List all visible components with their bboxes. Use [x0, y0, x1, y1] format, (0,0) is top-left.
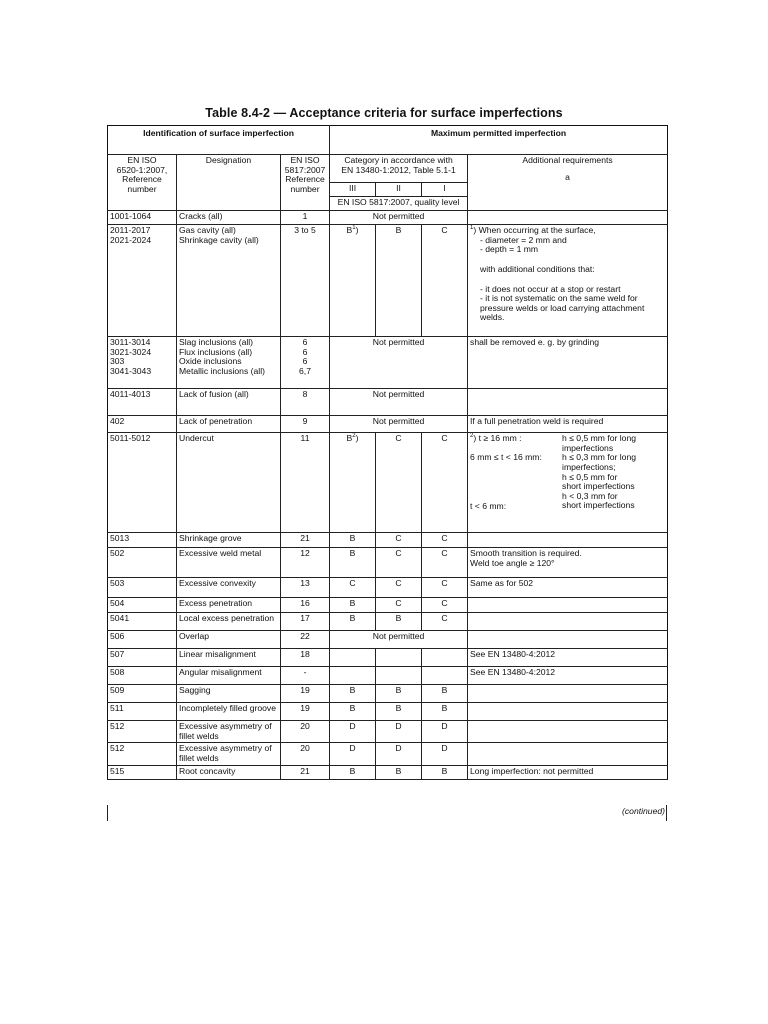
table-cell: shall be removed e. g. by grinding — [468, 337, 668, 389]
table-cell: 512 — [108, 743, 177, 765]
table-cell: Local excess penetration — [177, 613, 281, 631]
table-cell: Not permitted — [330, 416, 468, 433]
table-cell: 22 — [281, 631, 330, 649]
table-cell — [468, 743, 668, 765]
table-cell: See EN 13480-4:2012 — [468, 667, 668, 685]
table-cell: Excessive convexity — [177, 578, 281, 598]
table-cell: $^1$) When occurring at the surface, - diameter = 2 mm and - depth = 1 mm with additional conditions that: - it does not occur at a stop or restart - it is not systematic on the same weld for pressure welds or load carrying attachment welds. — [468, 225, 668, 337]
table-cell: Smooth transition is required. Weld toe angle ≥ 120° — [468, 548, 668, 578]
additional-header: Additional requirements a — [468, 155, 668, 211]
table-cell: C — [376, 533, 422, 548]
table-header-row — [108, 126, 668, 155]
table-cell: 503 — [108, 578, 177, 598]
page-title: Table 8.4-2 — Acceptance criteria for surface imperfections — [205, 106, 563, 120]
table-cell: B — [330, 533, 376, 548]
table-cell: C — [422, 533, 468, 548]
table-cell: Root concavity — [177, 765, 281, 779]
table-cell: 8 — [281, 389, 330, 416]
table-cell: C — [422, 225, 468, 337]
cat-iii-header: III — [330, 183, 376, 197]
table-cell: B — [330, 703, 376, 721]
table-cell: 2011-2017 2021-2024 — [108, 225, 177, 337]
table-cell: 515 — [108, 765, 177, 779]
table-cell: 1001-1064 — [108, 211, 177, 225]
table-cell — [468, 703, 668, 721]
table-row — [108, 389, 668, 416]
table-cell: C — [376, 598, 422, 613]
table-cell — [422, 649, 468, 667]
acceptance-criteria-table — [107, 125, 668, 780]
table-cell: Lack of fusion (all) — [177, 389, 281, 416]
table-cell: Not permitted — [330, 211, 468, 225]
table-cell: 16 — [281, 598, 330, 613]
table-cell — [376, 649, 422, 667]
table-cell: 12 — [281, 548, 330, 578]
category-header: Category in accordance with EN 13480-1:2012, Table 5.1-1 — [330, 155, 468, 183]
table-row — [108, 703, 668, 721]
table-row — [108, 433, 668, 533]
table-cell: 6 6 6 6,7 — [281, 337, 330, 389]
table-cell: Angular misalignment — [177, 667, 281, 685]
table-cell: D — [376, 743, 422, 765]
table-cell: Incompletely filled groove — [177, 703, 281, 721]
table-cell: 21 — [281, 533, 330, 548]
table-cell: C — [422, 578, 468, 598]
table-left-edge — [107, 805, 108, 821]
table-cell: C — [376, 433, 422, 533]
cat-i-header: I — [422, 183, 468, 197]
table-row — [108, 225, 668, 337]
table-cell: C — [330, 578, 376, 598]
table-cell: Excessive asymmetry of fillet welds — [177, 721, 281, 743]
table-cell: 402 — [108, 416, 177, 433]
table-cell: - — [281, 667, 330, 685]
table-cell: D — [422, 721, 468, 743]
table-cell: B — [376, 613, 422, 631]
ref-5817-header: EN ISO 5817:2007 Reference number — [281, 155, 330, 211]
table-cell: D — [376, 721, 422, 743]
table-cell: Undercut — [177, 433, 281, 533]
table-cell — [468, 598, 668, 613]
table-row — [108, 649, 668, 667]
table-cell: 1 — [281, 211, 330, 225]
table-cell: B — [422, 685, 468, 703]
maximum-header: Maximum permitted imperfection — [330, 126, 668, 155]
table-cell: 3011-3014 3021-3024 303 3041-3043 — [108, 337, 177, 389]
continued-label: (continued) — [622, 806, 665, 816]
table-cell — [468, 721, 668, 743]
table-cell: 509 — [108, 685, 177, 703]
table-cell: 507 — [108, 649, 177, 667]
table-cell: Not permitted — [330, 631, 468, 649]
table-cell: B — [330, 685, 376, 703]
table-cell: 502 — [108, 548, 177, 578]
table-cell: Overlap — [177, 631, 281, 649]
quality-level-header: EN ISO 5817:2007, quality level — [330, 197, 468, 211]
table-cell: Excess penetration — [177, 598, 281, 613]
table-row — [108, 578, 668, 598]
table-cell: 5041 — [108, 613, 177, 631]
table-cell: Gas cavity (all) Shrinkage cavity (all) — [177, 225, 281, 337]
table-cell: 11 — [281, 433, 330, 533]
table-cell: Shrinkage grove — [177, 533, 281, 548]
table-row — [108, 721, 668, 743]
table-row — [108, 613, 668, 631]
table-cell — [376, 667, 422, 685]
table-cell — [330, 649, 376, 667]
table-cell: Long imperfection: not permitted — [468, 765, 668, 779]
table-cell: 508 — [108, 667, 177, 685]
table-cell — [468, 631, 668, 649]
table-cell: 506 — [108, 631, 177, 649]
table-cell: Same as for 502 — [468, 578, 668, 598]
table-cell: 20 — [281, 743, 330, 765]
table-cell: C — [422, 548, 468, 578]
table-row — [108, 598, 668, 613]
table-cell: Excessive asymmetry of fillet welds — [177, 743, 281, 765]
table-cell: Not permitted — [330, 389, 468, 416]
table-row — [108, 533, 668, 548]
table-cell: C — [422, 613, 468, 631]
table-cell: If a full penetration weld is required — [468, 416, 668, 433]
table-cell: 512 — [108, 721, 177, 743]
table-cell: 19 — [281, 703, 330, 721]
table-row — [108, 765, 668, 779]
table-cell: Excessive weld metal — [177, 548, 281, 578]
identification-header: Identification of surface imperfection — [108, 126, 330, 155]
table-cell — [468, 533, 668, 548]
subheader-row — [108, 155, 668, 183]
table-cell: 4011-4013 — [108, 389, 177, 416]
table-cell: 5011-5012 — [108, 433, 177, 533]
table-cell: Cracks (all) — [177, 211, 281, 225]
table-row — [108, 685, 668, 703]
table-cell — [468, 389, 668, 416]
table-cell: 19 — [281, 685, 330, 703]
table-cell — [468, 613, 668, 631]
table-cell: C — [422, 598, 468, 613]
table-cell: 3 to 5 — [281, 225, 330, 337]
table-cell: $B^2$) — [330, 433, 376, 533]
table-cell: B — [376, 685, 422, 703]
table-cell: Not permitted — [330, 337, 468, 389]
table-cell: 18 — [281, 649, 330, 667]
table-cell: B — [376, 703, 422, 721]
table-cell: 9 — [281, 416, 330, 433]
table-cell — [422, 667, 468, 685]
table-cell: D — [330, 721, 376, 743]
table-cell: 504 — [108, 598, 177, 613]
table-row — [108, 416, 668, 433]
table-row — [108, 743, 668, 765]
table-cell: 511 — [108, 703, 177, 721]
table-row — [108, 667, 668, 685]
table-row — [108, 211, 668, 225]
table-cell: D — [330, 743, 376, 765]
table-cell: C — [376, 548, 422, 578]
table-cell: Lack of penetration — [177, 416, 281, 433]
table-right-edge — [666, 805, 667, 821]
table-cell: 21 — [281, 765, 330, 779]
table-cell: Linear misalignment — [177, 649, 281, 667]
table-cell: C — [422, 433, 468, 533]
table-cell: $^2$) t ≥ 16 mm : h ≤ 0,5 mm for long imperfections 6 mm ≤ t < 16 mm: h ≤ 0,3 mm for long imperfections; h ≤ 0,5 mm for short imperfections t < 6 mm: h < 0,3 mm for short imperfections — [468, 433, 668, 533]
table-cell: 17 — [281, 613, 330, 631]
table-cell: C — [376, 578, 422, 598]
ref-6520-header: EN ISO 6520-1:2007, Reference number — [108, 155, 177, 211]
table-cell: 5013 — [108, 533, 177, 548]
table-cell: B — [422, 703, 468, 721]
table-cell — [330, 667, 376, 685]
table-cell: See EN 13480-4:2012 — [468, 649, 668, 667]
cat-ii-header: II — [376, 183, 422, 197]
table-cell: 13 — [281, 578, 330, 598]
table-cell: B — [376, 765, 422, 779]
table-row — [108, 337, 668, 389]
designation-header: Designation — [177, 155, 281, 211]
table-cell: B — [330, 765, 376, 779]
table-cell: B — [330, 613, 376, 631]
table-cell: D — [422, 743, 468, 765]
table-row — [108, 548, 668, 578]
table-cell: 20 — [281, 721, 330, 743]
table-cell: B — [376, 225, 422, 337]
table-cell: Slag inclusions (all) Flux inclusions (all) Oxide inclusions Metallic inclusions (all) — [177, 337, 281, 389]
table-cell: Sagging — [177, 685, 281, 703]
table-cell: $B^1$) — [330, 225, 376, 337]
table-cell: B — [422, 765, 468, 779]
table-cell: B — [330, 548, 376, 578]
table-cell: B — [330, 598, 376, 613]
table-row — [108, 631, 668, 649]
table-cell — [468, 211, 668, 225]
table-cell — [468, 685, 668, 703]
